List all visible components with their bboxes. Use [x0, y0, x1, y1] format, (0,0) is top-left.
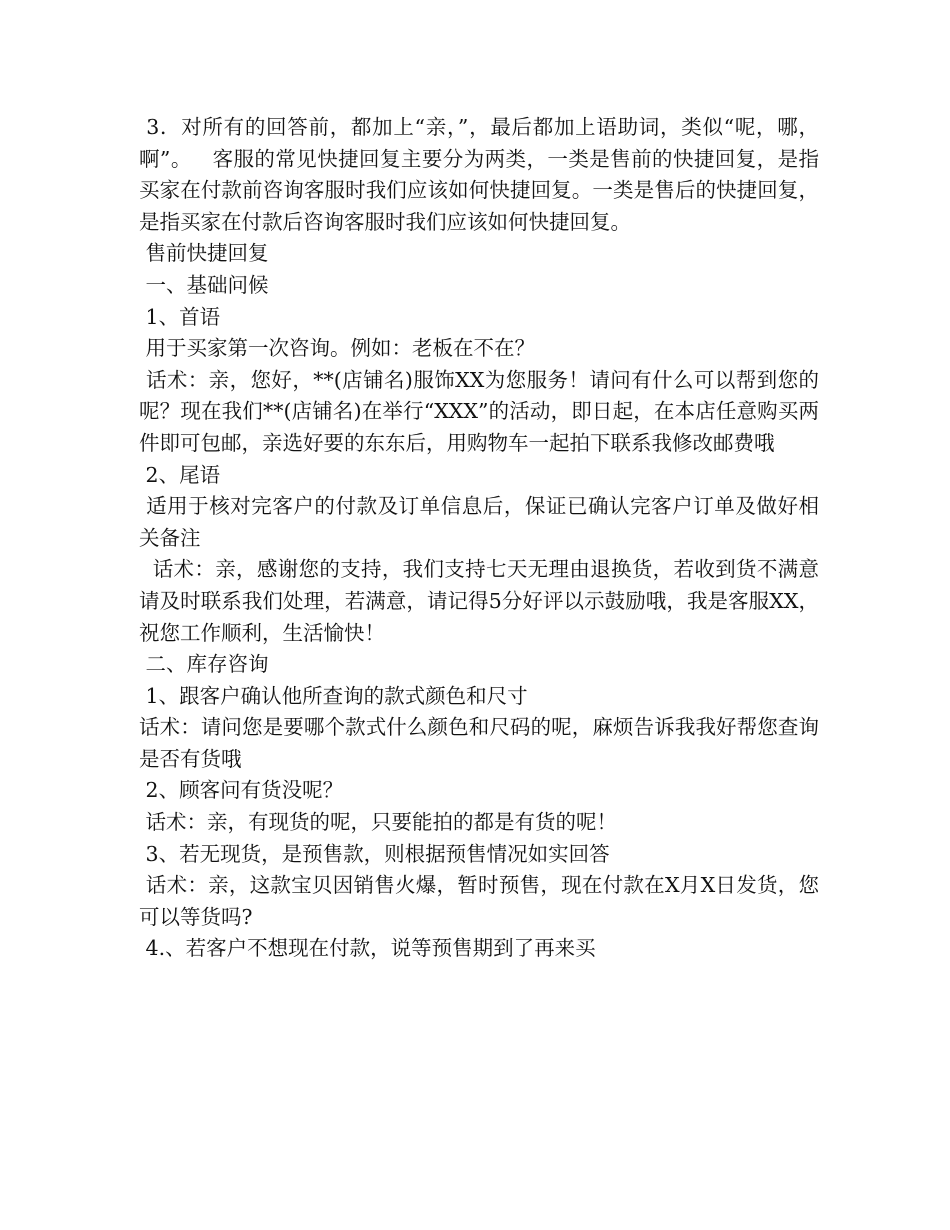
heading-basic-greetings: 一、基础问候: [139, 272, 269, 297]
paragraph-confirm-style-script: 话术：请问您是要哪个款式什么颜色和尺码的呢，麻烦告诉我我好帮您查询是否有货哦: [139, 715, 819, 771]
heading-presale-replies: 售前快捷回复: [139, 241, 269, 266]
subheading-wait-for-presale: 4.、若客户不想现在付款，说等预售期到了再来买: [139, 936, 596, 961]
paragraph-closing-script: 话术：亲，感谢您的支持，我们支持七天无理由退换货，若收到货不满意请及时联系我们处理，若满意，请记得5分好评以示鼓励哦，我是客服XX，祝您工作顺利，生活愉快！: [139, 557, 819, 645]
subheading-opening: 1、首语: [139, 304, 221, 329]
paragraph-intro: 3．对所有的回答前，都加上“亲，”，最后都加上语助词，类似“呢，哪，啊”。 客服的常见快捷回复主要分为两类，一类是售前的快捷回复，是指买家在付款前咨询客服时我们应该如何快捷回复。一类是售后的快捷回复，是指买家在付款后咨询客服时我们应该如何快捷回复。: [139, 115, 819, 234]
paragraph-closing-usage: 适用于核对完客户的付款及订单信息后，保证已确认完客户订单及做好相关备注: [139, 494, 819, 550]
subheading-confirm-style: 1、跟客户确认他所查询的款式颜色和尺寸: [139, 683, 528, 708]
paragraph-in-stock-script: 话术：亲，有现货的呢，只要能拍的都是有货的呢！: [139, 810, 618, 835]
subheading-presale-item: 3、若无现货，是预售款，则根据预售情况如实回答: [139, 841, 610, 866]
paragraph-opening-usage: 用于买家第一次咨询。例如：老板在不在？: [139, 336, 536, 361]
subheading-in-stock-question: 2、顾客问有货没呢？: [139, 778, 344, 803]
document-page: [139, 112, 819, 965]
heading-stock-inquiry: 二、库存咨询: [139, 652, 269, 677]
paragraph-opening-script: 话术：亲，您好，**(店铺名)服饰XX为您服务！请问有什么可以帮到您的呢？现在我们**(店铺名)在举行“XXX”的活动，即日起，在本店任意购买两件即可包邮，亲选好要的东东后，用购物车一起拍下联系我修改邮费哦: [139, 367, 819, 455]
paragraph-presale-script: 话术：亲，这款宝贝因销售火爆，暂时预售，现在付款在X月X日发货，您可以等货吗?: [139, 873, 819, 929]
subheading-closing: 2、尾语: [139, 462, 221, 487]
